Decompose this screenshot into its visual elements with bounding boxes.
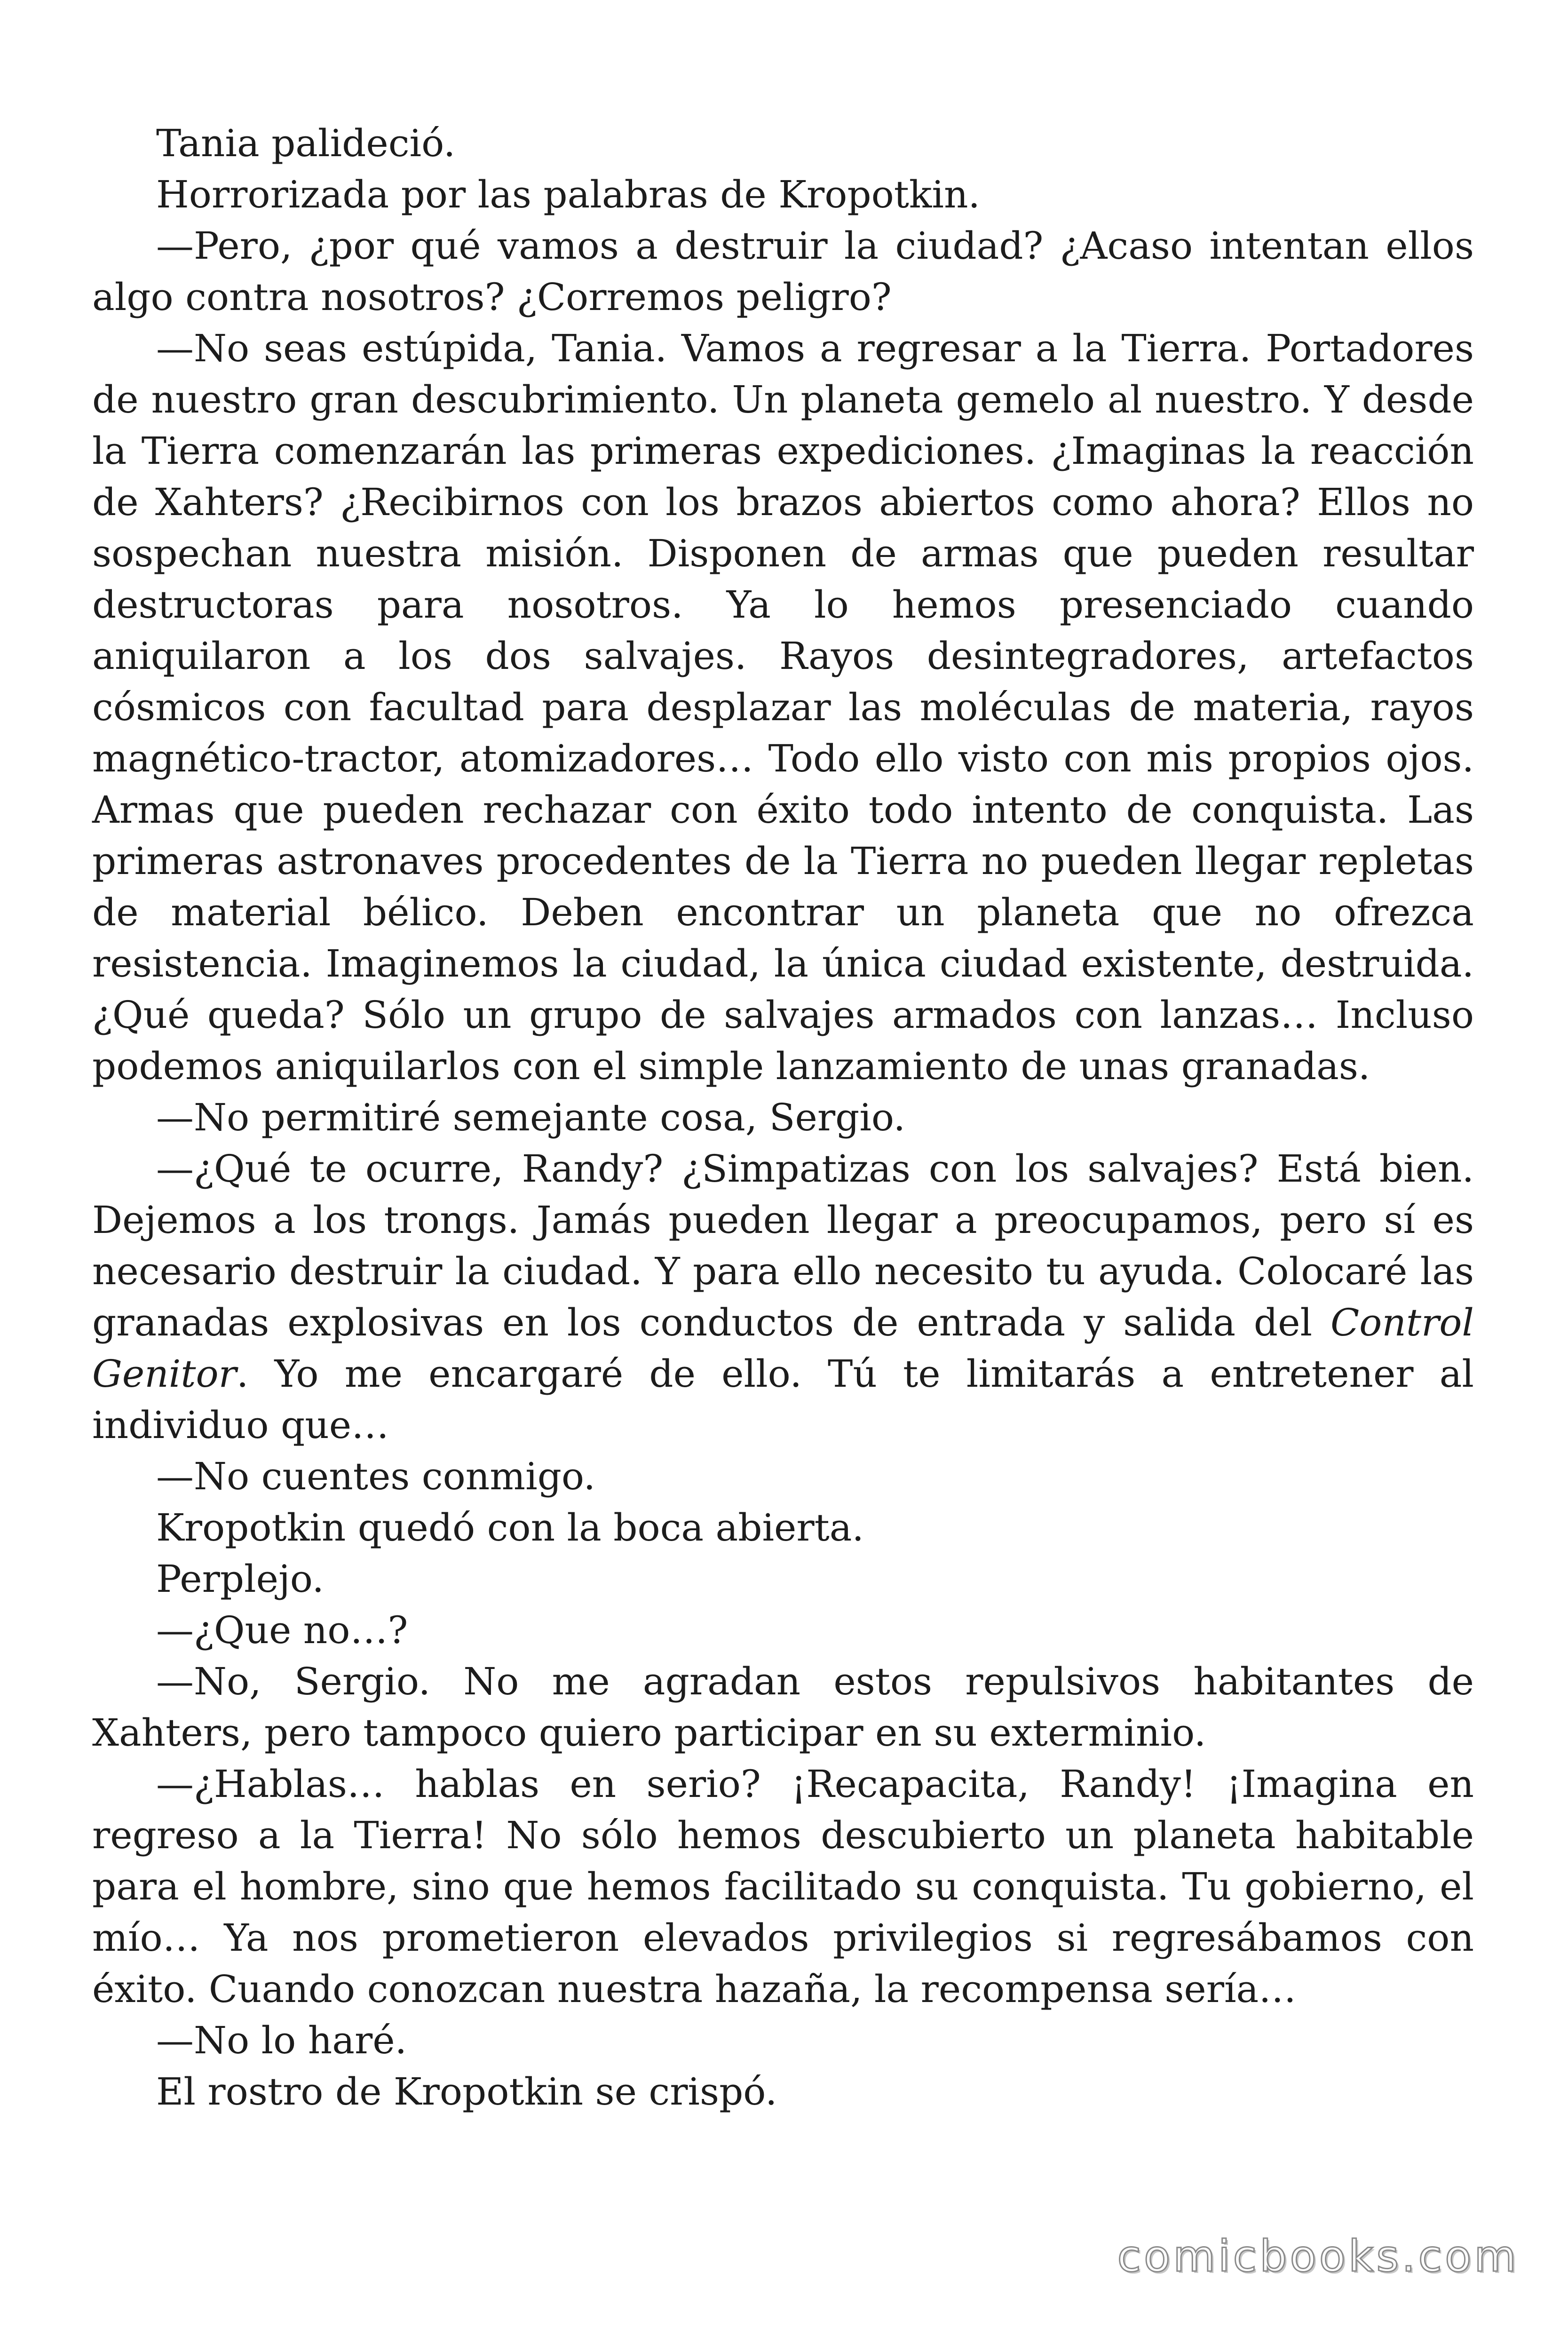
paragraph: —No cuentes conmigo. bbox=[156, 1454, 596, 1498]
paragraph: —No permitiré semejante cosa, Sergio. bbox=[156, 1096, 906, 1139]
paragraph: —¿Que no…? bbox=[156, 1608, 408, 1652]
paragraph-text: . Yo me encargaré de ello. Tú te limitarás a entretener al individuo que… bbox=[92, 1352, 1474, 1447]
paragraph: —¿Hablas… hablas en serio? ¡Recapacita, Randy! ¡Imagina en regreso a la Tierra! No sólo hemos descubierto un planeta habitable para el hombre, sino que hemos facilitado su conquista. Tu gobierno, el mío… Ya nos prometieron elevados privilegios si regresábamos con éxito. Cuando conozcan nuestra hazaña, la recompensa sería… bbox=[92, 1762, 1474, 2011]
paragraph: El rostro de Kropotkin se crispó. bbox=[156, 2070, 777, 2114]
paragraph: Tania palideció. bbox=[156, 121, 456, 165]
paragraph: —Pero, ¿por qué vamos a destruir la ciudad? ¿Acaso intentan ellos algo contra nosotros? ¿Corremos peligro? bbox=[92, 224, 1474, 319]
paragraph: Kropotkin quedó con la boca abierta. bbox=[156, 1506, 864, 1549]
paragraph: Perplejo. bbox=[156, 1557, 324, 1601]
paragraph-text: —¿Qué te ocurre, Randy? ¿Simpatizas con los salvajes? Está bien. Dejemos a los trongs. Jamás pueden llegar a preocupamos, pero sí es necesario destruir la ciudad. Y para ello necesito tu ayuda. Colocaré las granadas explosivas en los conductos de entrada y salida del bbox=[92, 1147, 1474, 1344]
site-watermark: comicbooks.com bbox=[1117, 2231, 1519, 2281]
italic-term: Control Genitor bbox=[92, 1301, 1474, 1396]
paragraph: —No, Sergio. No me agradan estos repulsivos habitantes de Xahters, pero tampoco quiero participar en su exterminio. bbox=[92, 1660, 1474, 1755]
paragraph: Horrorizada por las palabras de Kropotkin. bbox=[156, 173, 980, 216]
paragraph bbox=[92, 1143, 1474, 1451]
paragraph: —No seas estúpida, Tania. Vamos a regresar a la Tierra. Portadores de nuestro gran descubrimiento. Un planeta gemelo al nuestro. Y desde la Tierra comenzarán las primeras expediciones. ¿Imaginas la reacción de Xahters? ¿Recibirnos con los brazos abiertos como ahora? Ellos no sospechan nuestra misión. Disponen de armas que pueden resultar destructoras para nosotros. Ya lo hemos presenciado cuando aniquilaron a los dos salvajes. Rayos desintegradores, artefactos cósmicos con facultad para desplazar las moléculas de materia, rayos magnético-tractor, atomizadores… Todo ello visto con mis propios ojos. Armas que pueden rechazar con éxito todo intento de conquista. Las primeras astronaves procedentes de la Tierra no pueden llegar repletas de material bélico. Deben encontrar un planeta que no ofrezca resistencia. Imaginemos la ciudad, la única ciudad existente, destruida. ¿Qué queda? Sólo un grupo de salvajes armados con lanzas… Incluso podemos aniquilarlos con el simple lanzamiento de unas granadas. bbox=[92, 326, 1474, 1088]
paragraph: —No lo haré. bbox=[156, 2018, 407, 2062]
book-page-text bbox=[92, 118, 1474, 2117]
